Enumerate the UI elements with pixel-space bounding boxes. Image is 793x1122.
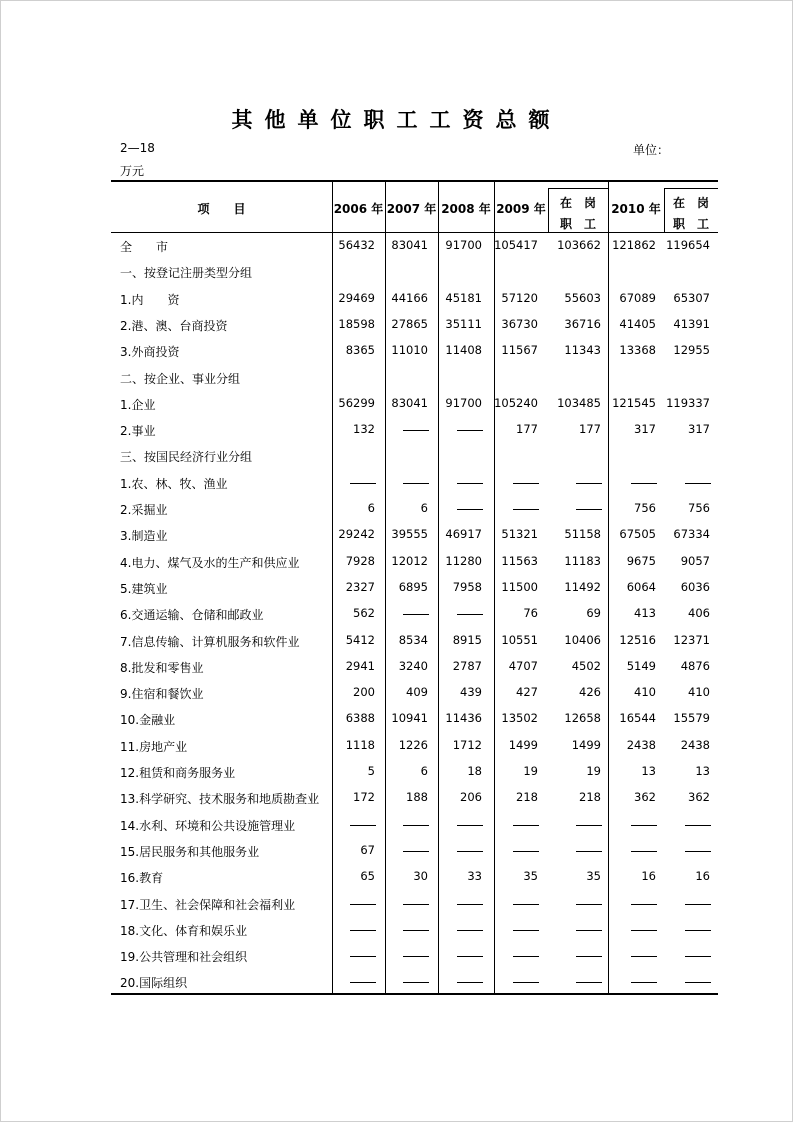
table-cell: 13 (695, 764, 710, 778)
table-top-rule (111, 180, 718, 182)
table-cell: 7958 (452, 579, 482, 594)
dash-mark (457, 904, 483, 905)
table-cell: 36730 (501, 316, 538, 331)
table-cell: 41391 (673, 316, 710, 331)
table-cell: 65 (360, 869, 375, 884)
table-cell: 16 (641, 869, 656, 884)
table-cell: 10551 (501, 632, 538, 647)
table-cell: 11010 (391, 343, 428, 358)
row-label: 13.科学研究、技术服务和地质勘查业 (120, 792, 320, 807)
table-cell: 57120 (501, 290, 538, 305)
table-cell: 4876 (680, 658, 710, 673)
row-label: 三、按国民经济行业分组 (120, 450, 253, 465)
row-label: 一、按登记注册类型分组 (120, 266, 253, 281)
table-cell: 439 (460, 685, 482, 700)
dash-mark (631, 956, 657, 957)
header-2010: 2010 年 (611, 202, 661, 216)
row-label: 1.农、林、牧、渔业 (120, 476, 228, 491)
table-cell: 51321 (501, 527, 538, 542)
table-cell: 6064 (626, 579, 656, 594)
table-cell: 11183 (564, 553, 601, 568)
table-cell: 56432 (338, 238, 375, 252)
dash-mark (685, 930, 711, 931)
table-cell: 103485 (557, 395, 601, 410)
row-label: 4.电力、煤气及水的生产和供应业 (120, 555, 300, 570)
dash-mark (403, 930, 429, 931)
table-cell: 2941 (345, 658, 375, 673)
table-cell: 16544 (619, 711, 656, 726)
table-cell: 10406 (564, 632, 601, 647)
dash-mark (457, 956, 483, 957)
row-label: 8.批发和零售业 (120, 660, 204, 675)
dash-mark (403, 430, 429, 431)
table-cell: 4502 (571, 658, 601, 673)
table-cell: 8915 (452, 632, 482, 647)
table-cell: 11343 (564, 343, 601, 358)
table-cell: 410 (688, 685, 710, 700)
table-cell: 6 (367, 501, 375, 515)
table-cell: 6388 (345, 711, 375, 726)
dash-mark (513, 509, 539, 510)
table-cell: 67505 (619, 527, 656, 542)
table-cell: 35 (586, 869, 601, 884)
table-cell: 91700 (445, 395, 482, 410)
table-cell: 317 (634, 422, 656, 437)
row-label: 2.事业 (120, 424, 156, 439)
table-cell: 45181 (445, 290, 482, 305)
table-cell: 11567 (501, 343, 538, 358)
table-cell: 13502 (501, 711, 538, 726)
table-cell: 5149 (626, 658, 656, 673)
dash-mark (350, 930, 376, 931)
table-cell: 44166 (391, 290, 428, 305)
header-2009: 2009 年 (496, 202, 546, 216)
row-label: 14.水利、环境和公共设施管理业 (120, 818, 296, 833)
table-cell: 2438 (680, 737, 710, 752)
table-cell: 13 (641, 764, 656, 778)
dash-mark (685, 851, 711, 852)
table-cell: 177 (516, 422, 538, 437)
dash-mark (513, 904, 539, 905)
table-cell: 317 (688, 422, 710, 437)
header-onpost-2010-line2: 职 工 (672, 217, 709, 231)
table-cell: 1712 (452, 737, 482, 752)
dash-mark (350, 483, 376, 484)
dash-mark (576, 904, 602, 905)
dash-mark (350, 825, 376, 826)
table-cell: 10941 (391, 711, 428, 726)
dash-mark (403, 483, 429, 484)
dash-mark (350, 956, 376, 957)
table-cell: 12658 (564, 711, 601, 726)
table-cell: 172 (353, 790, 375, 805)
table-cell: 46917 (445, 527, 482, 542)
table-code: 2—18 (120, 141, 155, 155)
table-cell: 83041 (391, 238, 428, 252)
unit-value: 万元 (120, 164, 145, 178)
row-label: 20.国际组织 (120, 976, 188, 991)
table-cell: 55603 (564, 290, 601, 305)
dash-mark (576, 509, 602, 510)
table-cell: 218 (516, 790, 538, 805)
row-label: 3.外商投资 (120, 345, 180, 360)
table-cell: 16 (695, 869, 710, 884)
table-cell: 11563 (501, 553, 538, 568)
header-onpost-2010-line1: 在 岗 (672, 196, 709, 210)
table-cell: 30 (413, 869, 428, 884)
dash-mark (576, 982, 602, 983)
table-cell: 11280 (445, 553, 482, 568)
dash-mark (403, 956, 429, 957)
dash-mark (457, 509, 483, 510)
table-cell: 121862 (612, 238, 656, 252)
table-cell: 427 (516, 685, 538, 700)
page-title: 其他单位职工工资总额 (231, 107, 562, 132)
table-cell: 8534 (398, 632, 428, 647)
row-label: 15.居民服务和其他服务业 (120, 844, 260, 859)
dash-mark (457, 430, 483, 431)
dash-mark (457, 930, 483, 931)
row-label: 2.港、澳、台商投资 (120, 318, 228, 333)
table-cell: 36716 (564, 316, 601, 331)
row-label: 10.金融业 (120, 713, 176, 728)
table-cell: 362 (634, 790, 656, 805)
dash-mark (631, 825, 657, 826)
row-label: 19.公共管理和社会组织 (120, 950, 248, 965)
table-cell: 410 (634, 685, 656, 700)
table-cell: 409 (406, 685, 428, 700)
table-cell: 11408 (445, 343, 482, 358)
data-table (111, 180, 718, 995)
header-2006: 2006 年 (333, 202, 384, 216)
table-cell: 119337 (666, 395, 710, 410)
table-cell: 562 (353, 606, 375, 621)
row-label: 3.制造业 (120, 529, 168, 544)
dash-mark (685, 904, 711, 905)
table-cell: 67 (360, 842, 375, 857)
row-label: 全 市 (120, 240, 169, 254)
table-cell: 2787 (452, 658, 482, 673)
table-cell: 6 (420, 764, 428, 778)
dash-mark (513, 851, 539, 852)
table-cell: 56299 (338, 395, 375, 410)
table-cell: 29242 (338, 527, 375, 542)
table-cell: 362 (688, 790, 710, 805)
table-cell: 39555 (391, 527, 428, 542)
table-cell: 6895 (398, 579, 428, 594)
table-cell: 65307 (673, 290, 710, 305)
table-cell: 76 (523, 606, 538, 621)
table-cell: 11492 (564, 579, 601, 594)
table-bottom-rule (111, 993, 718, 995)
dash-mark (576, 825, 602, 826)
dash-mark (685, 483, 711, 484)
dash-mark (685, 956, 711, 957)
table-cell: 83041 (391, 395, 428, 410)
dash-mark (631, 982, 657, 983)
table-cell: 5 (367, 764, 375, 778)
row-label: 1.企业 (120, 397, 156, 412)
table-cell: 13368 (619, 343, 656, 358)
header-2007: 2007 年 (386, 202, 437, 216)
row-label: 18.文化、体育和娱乐业 (120, 923, 248, 938)
table-cell: 51158 (564, 527, 601, 542)
table-cell: 12955 (673, 343, 710, 358)
dash-mark (350, 904, 376, 905)
row-label: 1.内 资 (120, 292, 180, 307)
row-label: 7.信息传输、计算机服务和软件业 (120, 634, 300, 649)
dash-mark (631, 851, 657, 852)
table-cell: 35111 (445, 316, 482, 331)
table-cell: 67334 (673, 527, 710, 542)
table-cell: 19 (586, 764, 601, 778)
row-label: 16.教育 (120, 871, 164, 886)
table-cell: 11436 (445, 711, 482, 726)
dash-mark (457, 483, 483, 484)
table-cell: 1499 (508, 737, 538, 752)
table-cell: 200 (353, 685, 375, 700)
table-cell: 103662 (557, 238, 601, 252)
row-label: 2.采掘业 (120, 503, 168, 517)
row-label: 二、按企业、事业分组 (120, 371, 241, 386)
table-cell: 188 (406, 790, 428, 805)
dash-mark (685, 825, 711, 826)
dash-mark (403, 825, 429, 826)
table-cell: 4707 (508, 658, 538, 673)
table-cell: 67089 (619, 290, 656, 305)
table-cell: 406 (688, 606, 710, 621)
dash-mark (576, 851, 602, 852)
row-label: 11.房地产业 (120, 739, 188, 754)
table-cell: 18598 (338, 316, 375, 331)
header-2008: 2008 年 (441, 202, 491, 216)
header-bottom-rule (111, 232, 718, 233)
dash-mark (631, 930, 657, 931)
table-cell: 121545 (612, 395, 656, 410)
table-cell: 218 (579, 790, 601, 805)
row-label: 17.卫生、社会保障和社会福利业 (120, 897, 296, 912)
dash-mark (685, 982, 711, 983)
dash-mark (403, 614, 429, 615)
table-cell: 1118 (345, 737, 375, 752)
dash-mark (403, 851, 429, 852)
unit-label: 单位： (633, 143, 670, 157)
dash-mark (576, 956, 602, 957)
row-label: 6.交通运输、仓储和邮政业 (120, 608, 264, 623)
dash-mark (576, 483, 602, 484)
table-cell: 33 (467, 869, 482, 884)
subcolumn-top-rule (664, 188, 718, 189)
table-cell: 413 (634, 606, 656, 621)
table-cell: 5412 (345, 632, 375, 647)
table-cell: 105417 (494, 238, 538, 252)
header-onpost-2009-line1: 在 岗 (559, 196, 596, 210)
table-cell: 756 (634, 501, 656, 515)
dash-mark (513, 982, 539, 983)
header-item: 项 目 (197, 202, 246, 216)
table-cell: 206 (460, 790, 482, 805)
table-cell: 19 (523, 764, 538, 778)
table-cell: 177 (579, 422, 601, 437)
dash-mark (631, 904, 657, 905)
table-cell: 3240 (398, 658, 428, 673)
table-cell: 69 (586, 606, 601, 621)
table-cell: 35 (523, 869, 538, 884)
dash-mark (576, 930, 602, 931)
dash-mark (513, 930, 539, 931)
row-label: 9.住宿和餐饮业 (120, 687, 204, 702)
row-label: 5.建筑业 (120, 581, 168, 596)
table-cell: 6036 (680, 579, 710, 594)
row-label: 12.租赁和商务服务业 (120, 766, 236, 780)
table-cell: 2327 (345, 579, 375, 594)
table-cell: 9057 (680, 553, 710, 568)
table-cell: 132 (353, 422, 375, 437)
table-cell: 105240 (494, 395, 538, 410)
table-cell: 7928 (345, 553, 375, 568)
dash-mark (403, 904, 429, 905)
subcolumn-top-rule (548, 188, 608, 189)
dash-mark (457, 614, 483, 615)
table-cell: 12012 (391, 553, 428, 568)
dash-mark (631, 483, 657, 484)
table-cell: 426 (579, 685, 601, 700)
table-cell: 27865 (391, 316, 428, 331)
table-cell: 15579 (673, 711, 710, 726)
table-cell: 9675 (626, 553, 656, 568)
dash-mark (457, 982, 483, 983)
header-onpost-2009-line2: 职 工 (559, 217, 596, 231)
table-cell: 12371 (673, 632, 710, 647)
table-cell: 41405 (619, 316, 656, 331)
dash-mark (513, 825, 539, 826)
table-cell: 8365 (345, 343, 375, 358)
table-cell: 91700 (445, 238, 482, 252)
dash-mark (457, 825, 483, 826)
table-cell: 18 (467, 764, 482, 778)
table-cell: 6 (420, 501, 428, 515)
dash-mark (513, 956, 539, 957)
dash-mark (513, 483, 539, 484)
table-cell: 1499 (571, 737, 601, 752)
table-cell: 1226 (398, 737, 428, 752)
table-cell: 119654 (666, 238, 710, 252)
table-cell: 12516 (619, 632, 656, 647)
dash-mark (457, 851, 483, 852)
table-cell: 29469 (338, 290, 375, 305)
table-cell: 756 (688, 501, 710, 515)
table-cell: 2438 (626, 737, 656, 752)
table-cell: 11500 (501, 579, 538, 594)
dash-mark (350, 982, 376, 983)
dash-mark (403, 982, 429, 983)
